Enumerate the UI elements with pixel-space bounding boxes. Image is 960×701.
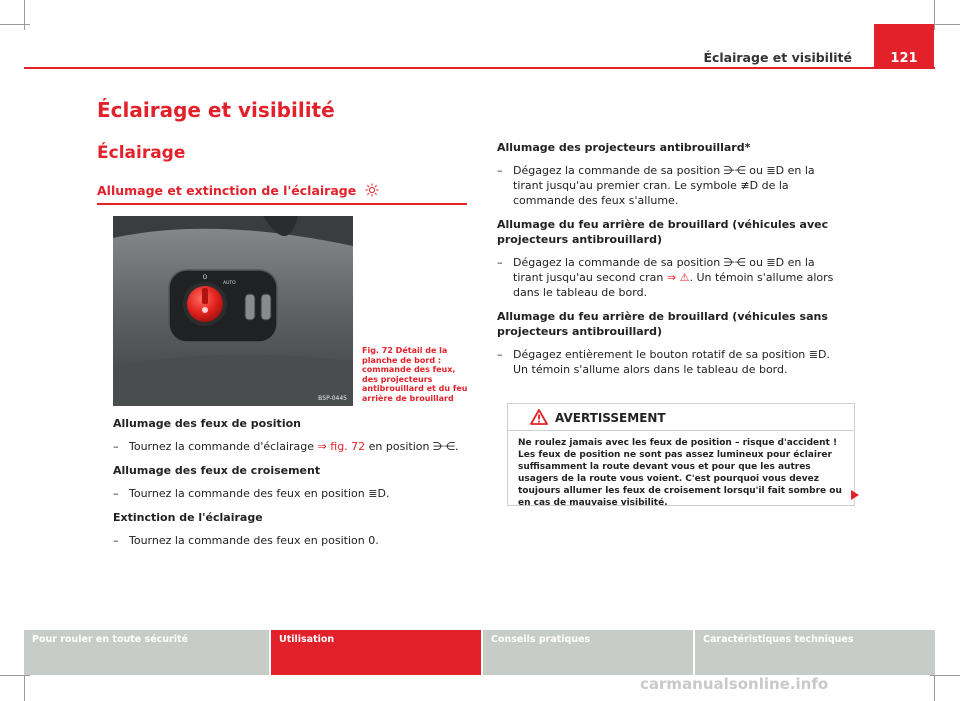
crop-mark bbox=[930, 675, 960, 676]
figure-code: B5P-0445 bbox=[318, 395, 347, 402]
footer-tab-safety[interactable]: Pour rouler en toute sécurité bbox=[24, 630, 269, 675]
subsection-rule bbox=[97, 203, 467, 205]
footer-tab-usage[interactable]: Utilisation bbox=[271, 630, 481, 675]
crop-mark bbox=[934, 0, 935, 30]
crop-mark bbox=[24, 0, 25, 30]
knob-label-off: O bbox=[202, 274, 208, 281]
figure-caption: Fig. 72 Détail de la planche de bord : commande des feux, des projecteurs antibrouillard et du feu arrière de brouillard bbox=[362, 346, 468, 403]
list-item: – Dégagez la commande de sa position ⋺⋲ ou ≣D en la tirant jusqu'au premier cran. Le symbole ≢D de la commande des feux s'allume. bbox=[497, 164, 815, 207]
crop-mark bbox=[0, 675, 30, 676]
heading-rear-fog-with: Allumage du feu arrière de brouillard (véhicules avec projecteurs antibrouillard) bbox=[497, 218, 829, 246]
continue-arrow-icon bbox=[851, 490, 859, 500]
knob-label-auto: AUTO bbox=[223, 281, 236, 286]
crop-mark bbox=[930, 24, 960, 25]
list-item: – Tournez la commande d'éclairage ⇒ fig. 72 en position ⋺⋲. bbox=[113, 440, 459, 453]
heading-lights-off: Extinction de l'éclairage bbox=[113, 511, 263, 524]
crop-mark bbox=[24, 675, 25, 701]
warning-text: Ne roulez jamais avec les feux de position – risque d'accident ! Les feux de position ne sont pas assez lumineux pour éclairer suffisamment la route devant vous et pour que les autres usagers de la route vous voient. C'est pourquoi vous devez toujours allumer les feux de croisement lorsqu'il fait sombre ou en cas de mauvaise visibilité. bbox=[518, 438, 842, 508]
footer-tab-specs[interactable]: Caractéristiques techniques bbox=[695, 630, 935, 675]
heading-position-lights: Allumage des feux de position bbox=[113, 417, 301, 430]
watermark: carmanualsonline.info bbox=[640, 675, 829, 693]
low-beam-icon: ≣D bbox=[368, 487, 386, 500]
running-header: Éclairage et visibilité bbox=[703, 50, 852, 65]
header-rule bbox=[24, 67, 935, 69]
heading-rear-fog-without: Allumage du feu arrière de brouillard (véhicules sans projecteurs antibrouillard) bbox=[497, 310, 828, 338]
crop-mark bbox=[0, 24, 30, 25]
list-item: – Dégagez entièrement le bouton rotatif de sa position ≣D. Un témoin s'allume alors dans le tableau de bord. bbox=[497, 348, 830, 376]
sun-icon bbox=[365, 183, 379, 197]
list-item: – Tournez la commande des feux en position 0. bbox=[113, 534, 379, 547]
warning-icon bbox=[530, 409, 548, 425]
page-number: 121 bbox=[874, 24, 934, 68]
footer-tab-tips[interactable]: Conseils pratiques bbox=[483, 630, 693, 675]
subsection-title: Allumage et extinction de l'éclairage bbox=[97, 183, 379, 198]
section-title: Éclairage bbox=[97, 143, 186, 163]
crop-mark bbox=[934, 675, 935, 701]
warning-link[interactable]: ⇒ ⚠ bbox=[666, 271, 690, 284]
right-column bbox=[497, 140, 847, 386]
warning-title: AVERTISSEMENT bbox=[555, 411, 666, 425]
position-lights-icon: ⋺⋲ bbox=[432, 440, 455, 453]
heading-front-fog: Allumage des projecteurs antibrouillard* bbox=[497, 141, 751, 154]
light-switch-figure bbox=[113, 216, 353, 406]
heading-low-beam: Allumage des feux de croisement bbox=[113, 464, 321, 477]
chapter-title: Éclairage et visibilité bbox=[97, 98, 335, 122]
warning-header bbox=[508, 404, 854, 431]
list-item: – Dégagez la commande de sa position ⋺⋲ ou ≣D en la tirant jusqu'au second cran ⇒ ⚠. Un témoin s'allume alors dans le tableau de bord. bbox=[497, 256, 834, 299]
figure-link[interactable]: ⇒ fig. 72 bbox=[317, 440, 366, 453]
warning-box bbox=[507, 403, 855, 506]
list-item: – Tournez la commande des feux en position ≣D. bbox=[113, 487, 390, 500]
left-column bbox=[113, 416, 468, 557]
